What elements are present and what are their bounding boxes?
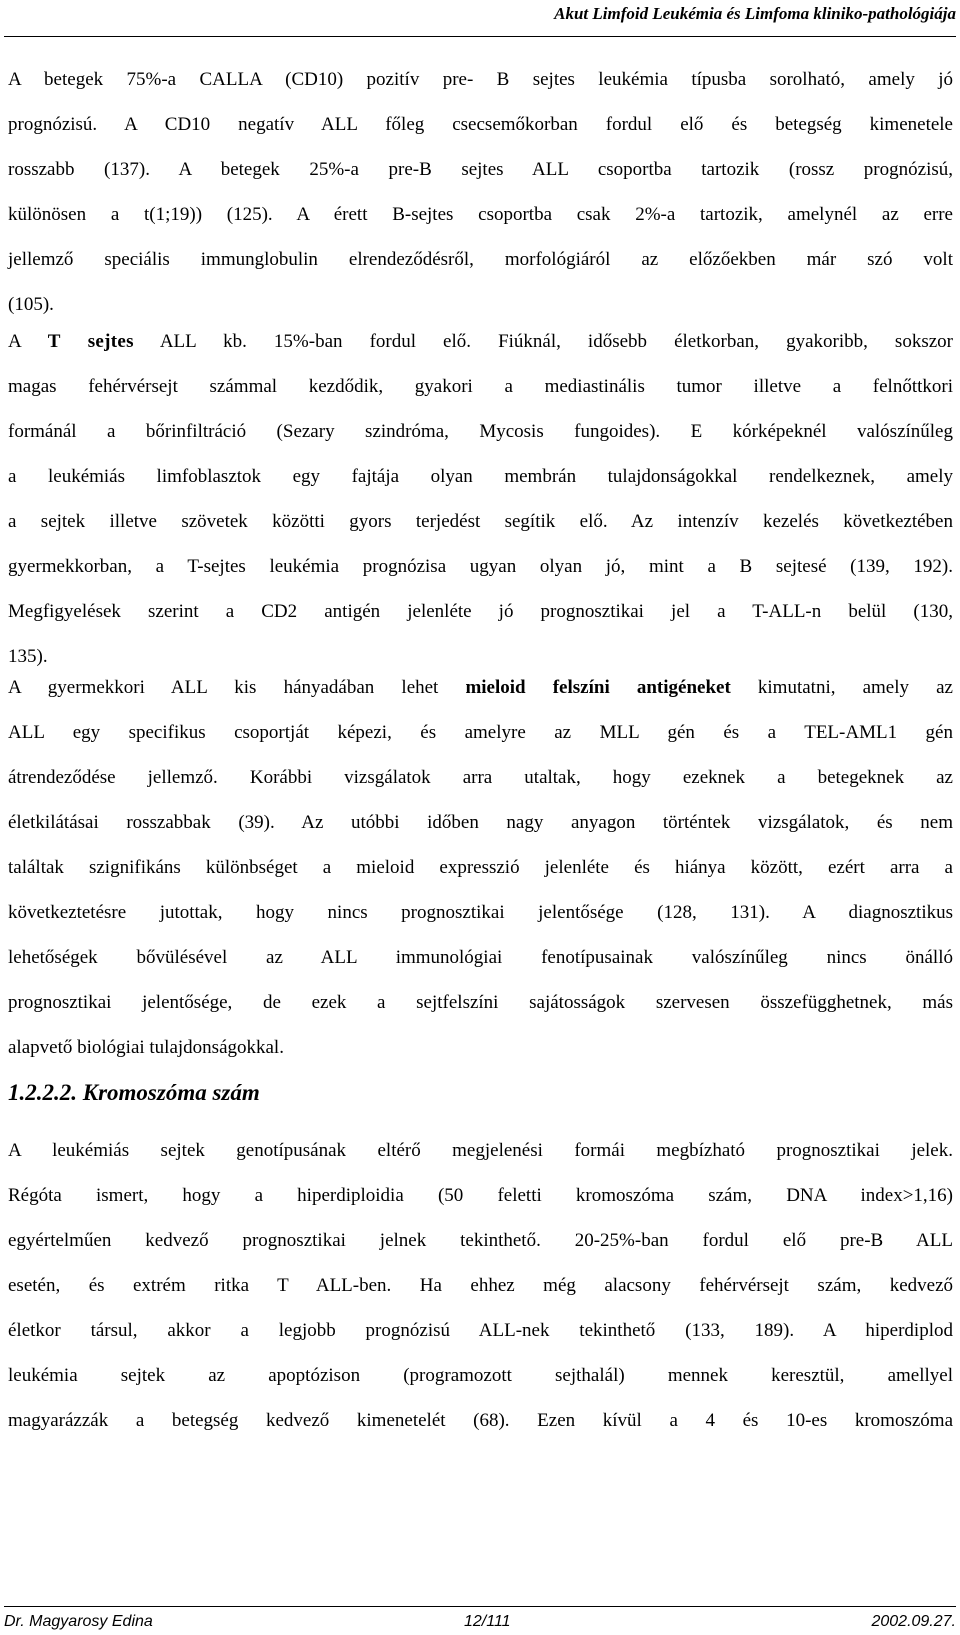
section-heading: 1.2.2.2. Kromoszóma szám xyxy=(8,1080,260,1105)
text-line: Megfigyelések szerint a CD2 antigén jelenléte jó prognosztikai jel a T-ALL-n belül (130, xyxy=(8,601,953,622)
text-line: találtak szignifikáns különbséget a mieloid expresszió jelenléte és hiánya között, ezért arra a xyxy=(8,857,953,878)
text-line: a sejtek illetve szövetek közötti gyors terjedést segítik elő. Az intenzív kezelés következtében xyxy=(8,511,953,532)
running-header-title: Akut Limfoid Leukémia és Limfoma kliniko-pathológiája xyxy=(554,4,956,23)
text-line: 135). xyxy=(8,646,48,667)
text-line: következtetésre jutottak, hogy nincs prognosztikai jelentősége (128, 131). A diagnosztikus xyxy=(8,902,953,923)
paragraph-calla xyxy=(8,57,953,327)
page-header xyxy=(4,0,956,37)
text-line: a leukémiás limfoblasztok egy fajtája olyan membrán tulajdonságokkal rendelkeznek, amely xyxy=(8,466,953,487)
bold-term-t-sejtes: T sejtes xyxy=(47,331,134,352)
text-line: A leukémiás sejtek genotípusának eltérő megjelenési formái megbízható prognosztikai jelek. xyxy=(8,1140,953,1161)
text-line: prognózisú. A CD10 negatív ALL főleg csecsemőkorban fordul elő és betegség kimenetele xyxy=(8,114,953,135)
text-line: rosszabb (137). A betegek 25%-a pre-B sejtes ALL csoportba tartozik (rossz prognózisú, xyxy=(8,159,953,180)
text-line: A betegek 75%-a CALLA (CD10) pozitív pre- B sejtes leukémia típusba sorolható, amely jó xyxy=(8,69,953,90)
text-line: életkilátásai rosszabbak (39). Az utóbbi időben nagy anyagon történtek vizsgálatok, és nem xyxy=(8,812,953,833)
footer-page-number: 12/111 xyxy=(464,1613,511,1630)
paragraph-chromosome-count xyxy=(8,1128,953,1443)
text-line: (105). xyxy=(8,294,54,315)
text-line: alapvető biológiai tulajdonságokkal. xyxy=(8,1037,284,1058)
text-line: ALL egy specifikus csoportját képezi, és amelyre az MLL gén és a TEL-AML1 gén xyxy=(8,722,953,743)
text-line: magas fehérvérsejt számmal kezdődik, gyakori a mediastinális tumor illetve a felnőttkori xyxy=(8,376,953,397)
text-line: esetén, és extrém ritka T ALL-ben. Ha ehhez még alacsony fehérvérsejt szám, kedvező xyxy=(8,1275,953,1296)
bold-term-mieloid: mieloid felszíni antigéneket xyxy=(465,677,731,698)
text-run: ALL kb. 15%-ban fordul elő. Fiúknál, idősebb életkorban, gyakoribb, sokszor xyxy=(133,331,953,352)
text-line: gyermekkorban, a T-sejtes leukémia prognózisa ugyan olyan jó, mint a B sejtesé (139, 192). xyxy=(8,556,953,577)
text-run: A xyxy=(8,331,48,352)
paragraph-t-cell-all xyxy=(8,319,953,679)
text-line xyxy=(8,319,953,364)
footer-date: 2002.09.27. xyxy=(871,1613,956,1630)
text-line: átrendeződése jellemző. Korábbi vizsgálatok arra utaltak, hogy ezeknek a betegeknek az xyxy=(8,767,953,788)
text-line: lehetőségek bővülésével az ALL immunológiai fenotípusainak valószínűleg nincs önálló xyxy=(8,947,953,968)
text-run: A gyermekkori ALL kis hányadában lehet xyxy=(8,677,466,698)
text-line: életkor társul, akkor a legjobb prognózisú ALL-nek tekinthető (133, 189). A hiperdiplod xyxy=(8,1320,953,1341)
text-line: jellemző speciális immunglobulin elrendeződésről, morfológiáról az előzőekben már szó volt xyxy=(8,249,953,270)
text-run: kimutatni, amely az xyxy=(730,677,953,698)
text-line: prognosztikai jelentősége, de ezek a sejtfelszíni sajátosságok szervesen összefügghetnek, más xyxy=(8,992,953,1013)
text-line: formánál a bőrinfiltráció (Sezary szindróma, Mycosis fungoides). E kórképeknél valószínűleg xyxy=(8,421,953,442)
text-line: különösen a t(1;19)) (125). A érett B-sejtes csoportba csak 2%-a tartozik, amelynél az erre xyxy=(8,204,953,225)
footer-author: Dr. Magyarosy Edina xyxy=(4,1613,153,1630)
paragraph-mieloid xyxy=(8,665,953,1070)
text-line: egyértelműen kedvező prognosztikai jelnek tekinthető. 20-25%-ban fordul elő pre-B ALL xyxy=(8,1230,953,1251)
text-line xyxy=(8,665,953,710)
page-footer xyxy=(4,1606,956,1635)
text-line: magyarázzák a betegség kedvező kimenetelét (68). Ezen kívül a 4 és 10-es kromoszóma xyxy=(8,1410,953,1431)
text-line: leukémia sejtek az apoptózison (programozott sejthalál) mennek keresztül, amellyel xyxy=(8,1365,953,1386)
text-line: Régóta ismert, hogy a hiperdiploidia (50 feletti kromoszóma szám, DNA index>1,16) xyxy=(8,1185,953,1206)
